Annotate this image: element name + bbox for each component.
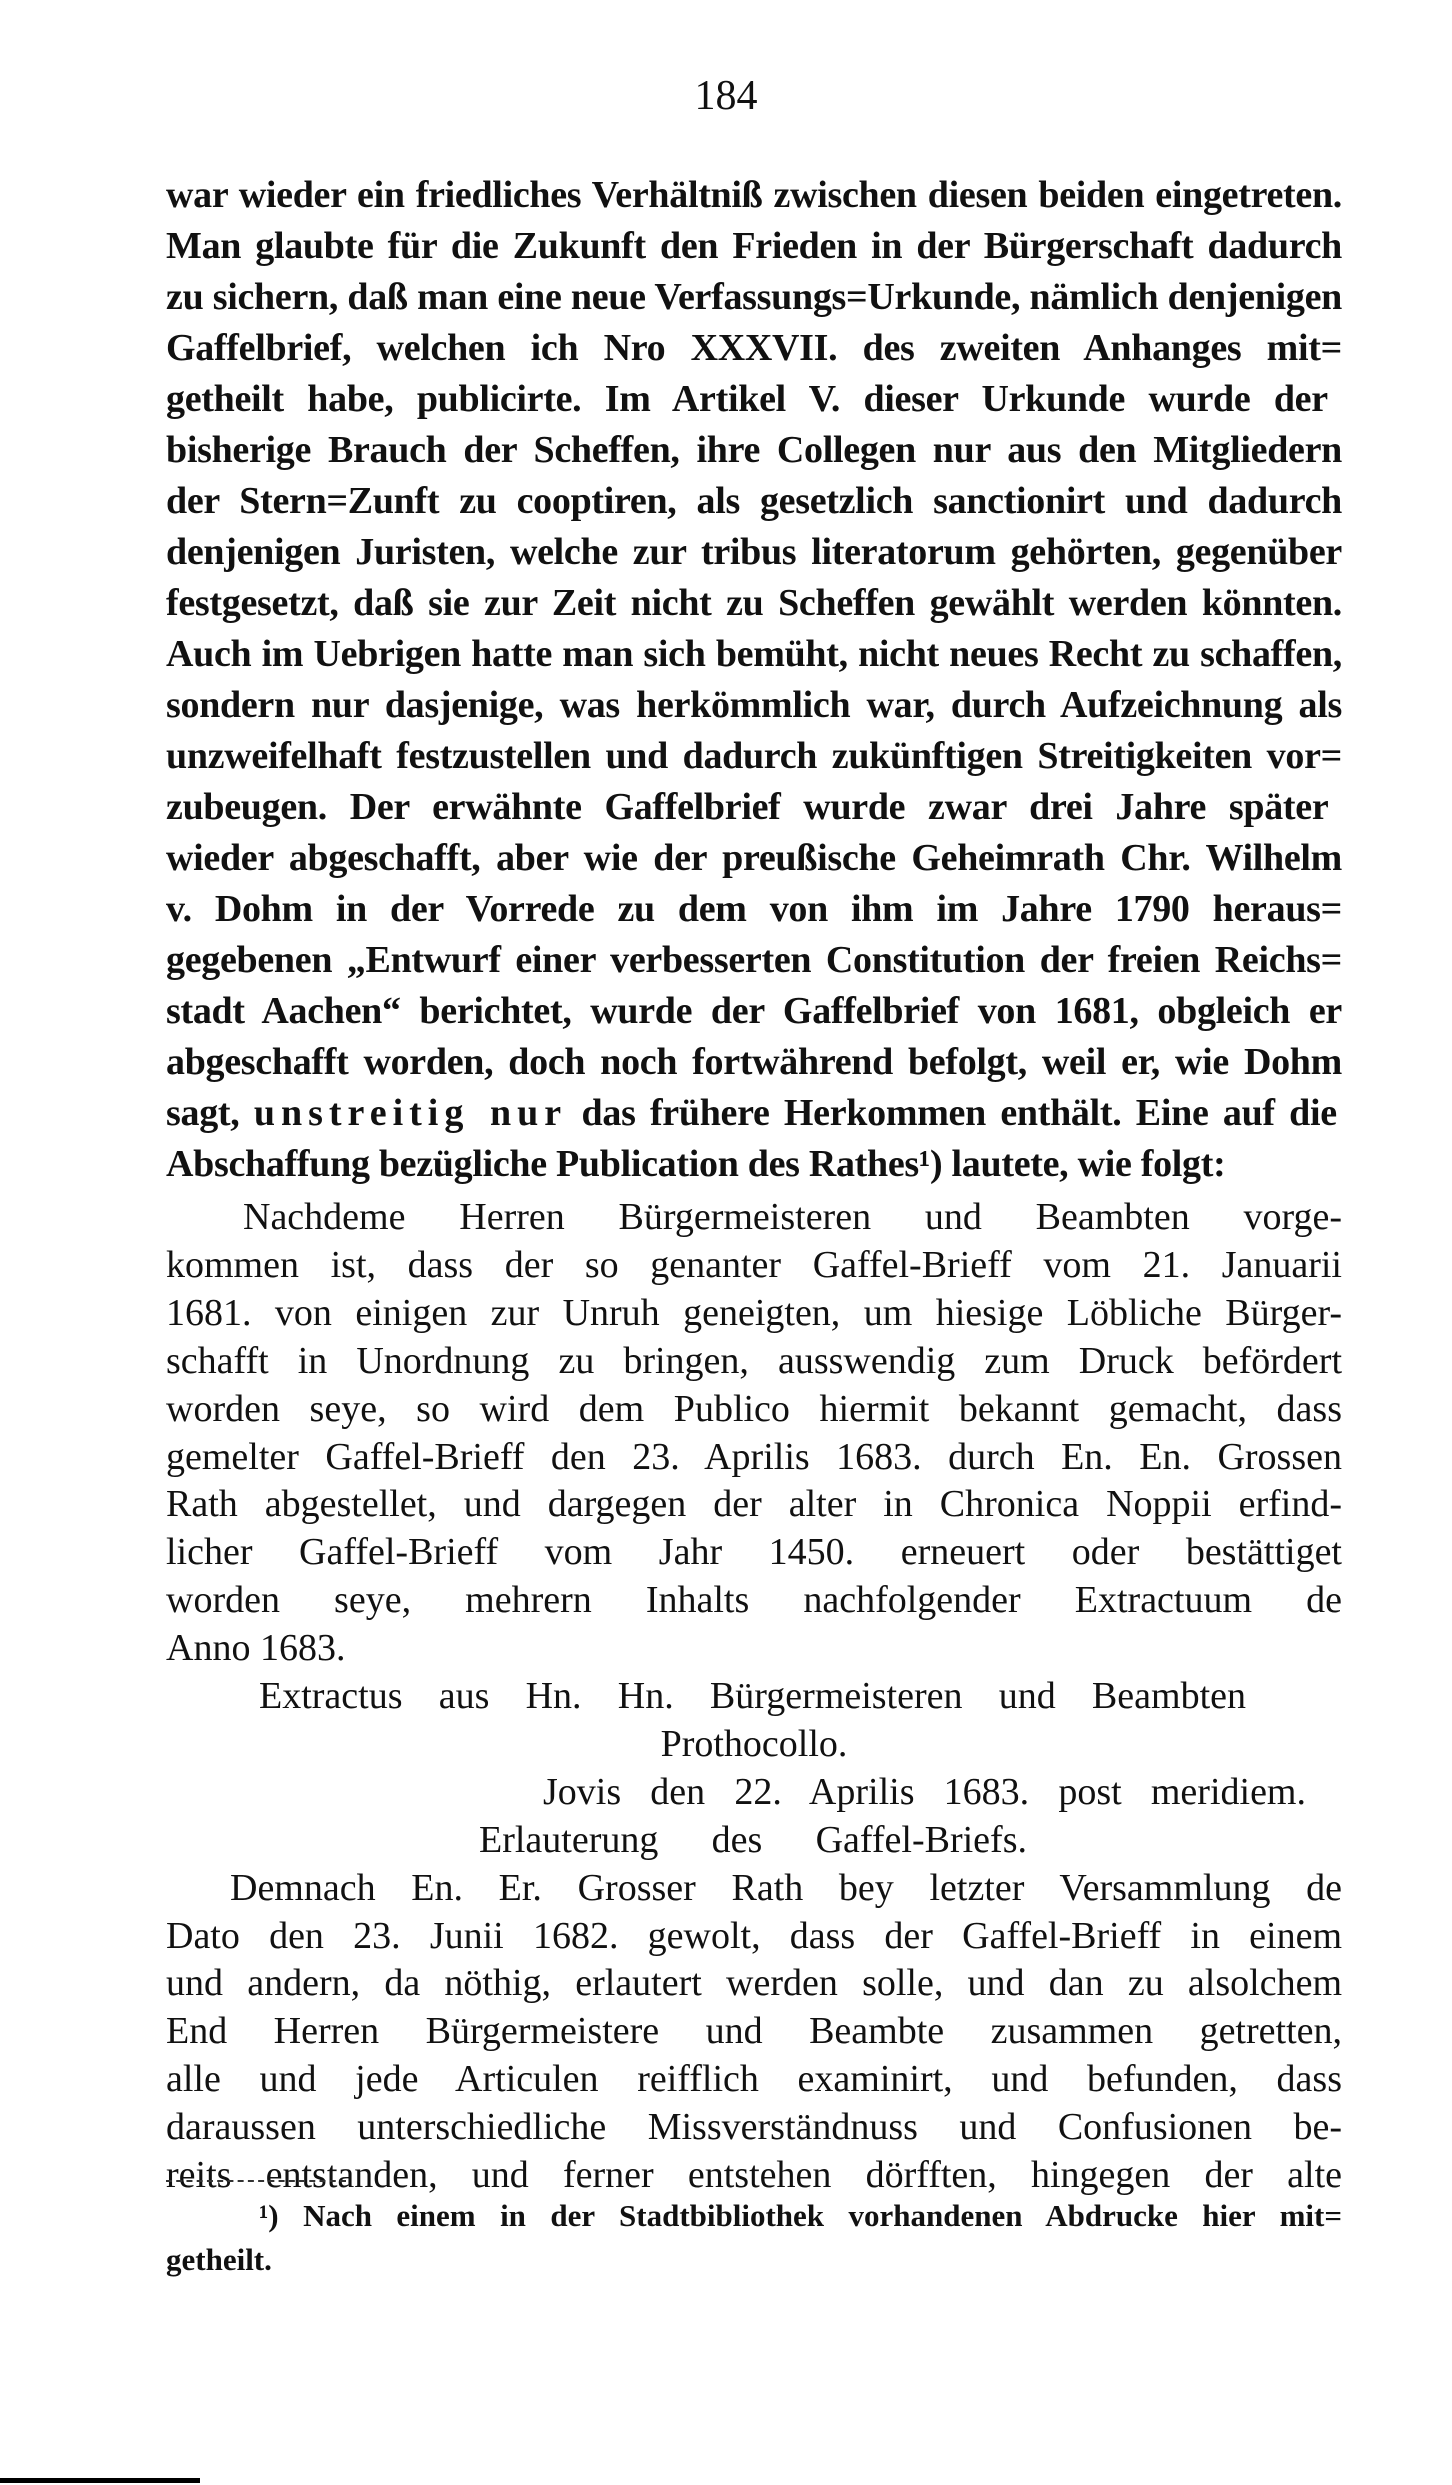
text-line: Jovis den 22. Aprilis 1683. post meridiem. [543, 1770, 1306, 1813]
text-line: war wieder ein friedliches Verhältniß zwischen diesen beiden eingetreten. [166, 174, 1342, 216]
text-line: Prothocollo. [660, 1722, 848, 1765]
text-line: Nachdeme Herren Bürgermeisteren und Beambten vorge- [243, 1196, 1342, 1238]
text-line: getheilt. [166, 2242, 272, 2277]
text-line: licher Gaffel-Brieff vom Jahr 1450. erneuert oder bestättiget [166, 1531, 1342, 1574]
text-line: stadt Aachen“ berichtet, wurde der Gaffelbrief von 1681, obgleich er [166, 990, 1342, 1032]
text-line: Gaffelbrief, welchen ich Nro XXXVII. des zweiten Anhanges mit= [166, 327, 1342, 369]
text-line: Abschaffung bezügliche Publication des Rathes¹) lautete, wie folgt: [166, 1143, 1226, 1185]
text-line: v. Dohm in der Vorrede zu dem von ihm im Jahre 1790 heraus= [166, 888, 1342, 930]
text-line: der Stern=Zunft zu cooptiren, als gesetzlich sanctionirt und dadurch [166, 480, 1342, 522]
text-line: ¹) Nach einem in der Stadtbibliothek vorhandenen Abdrucke hier mit= [259, 2198, 1342, 2233]
text-line: End Herren Bürgermeistere und Beambte zusammen getretten, [166, 2010, 1342, 2053]
text-line: abgeschafft worden, doch noch fortwährend befolgt, weil er, wie Dohm [166, 1041, 1342, 1083]
text-line: Extractus aus Hn. Hn. Bürgermeisteren und Beambten [259, 1675, 1246, 1717]
text-line: kommen ist, dass der so genanter Gaffel-Brieff vom 21. Januarii [166, 1243, 1342, 1286]
text-line: worden seye, so wird dem Publico hiermit bekannt gemacht, dass [166, 1387, 1342, 1430]
text-line: wieder abgeschafft, aber wie der preußische Geheimrath Chr. Wilhelm [166, 837, 1342, 879]
scan-edge-rule [0, 2478, 200, 2483]
text-line: worden seye, mehrern Inhalts nachfolgender Extractuum de [166, 1579, 1342, 1622]
footnote-separator [166, 2180, 346, 2182]
text-line: schafft in Unordnung zu bringen, ausswendig zum Druck befördert [166, 1339, 1342, 1382]
text-segment: das frühere Herkommen enthält. Eine auf die [581, 1092, 1337, 1134]
text-line [166, 1094, 1342, 1132]
text-line: Anno 1683. [166, 1627, 346, 1670]
text-line: zu sichern, daß man eine neue Verfassungs=Urkunde, nämlich denjenigen [166, 276, 1342, 318]
text-line: gegebenen „Entwurf einer verbesserten Constitution der freien Reichs= [166, 939, 1342, 981]
text-line: Erlauterung des Gaffel-Briefs. [479, 1818, 1027, 1861]
text-line: festgesetzt, daß sie zur Zeit nicht zu Scheffen gewählt werden könnten. [166, 582, 1342, 624]
text-line: 1681. von einigen zur Unruh geneigten, um hiesige Löbliche Bürger- [166, 1291, 1342, 1334]
text-line: alle und jede Articulen reifflich examinirt, und befunden, dass [166, 2058, 1342, 2101]
page-number: 184 [694, 73, 758, 119]
text-line: getheilt habe, publicirte. Im Artikel V. dieser Urkunde wurde der [166, 378, 1328, 420]
text-line: und andern, da nöthig, erlautert werden solle, und dan zu alsolchem [166, 1962, 1342, 2005]
text-line: reits entstanden, und ferner entstehen dörfften, hingegen der alte [166, 2154, 1342, 2196]
text-line: zubeugen. Der erwähnte Gaffelbrief wurde zwar drei Jahre später [166, 786, 1329, 828]
text-line: Dato den 23. Junii 1682. gewolt, dass der Gaffel-Brieff in einem [166, 1914, 1342, 1957]
text-line: bisherige Brauch der Scheffen, ihre Collegen nur aus den Mitgliedern [166, 429, 1342, 471]
text-line: gemelter Gaffel-Brieff den 23. Aprilis 1683. durch En. En. Grossen [166, 1435, 1342, 1478]
text-line: sondern nur dasjenige, was herkömmlich war, durch Aufzeichnung als [166, 684, 1342, 726]
text-segment: sagt, [166, 1092, 240, 1134]
text-line: Man glaubte für die Zukunft den Frieden in der Bürgerschaft dadurch [166, 225, 1342, 267]
text-line: unzweifelhaft festzustellen und dadurch zukünftigen Streitigkeiten vor= [166, 735, 1342, 777]
text-line: Rath abgestellet, und dargegen der alter in Chronica Noppii erfind- [166, 1483, 1342, 1526]
emphasized-text: unstreitig nur [253, 1092, 568, 1134]
text-line: denjenigen Juristen, welche zur tribus literatorum gehörten, gegenüber [166, 531, 1342, 573]
text-line: Demnach En. Er. Grosser Rath bey letzter Versammlung de [230, 1866, 1342, 1909]
text-line: Auch im Uebrigen hatte man sich bemüht, nicht neues Recht zu schaffen, [166, 633, 1342, 675]
text-line: daraussen unterschiedliche Missverständnuss und Confusionen be- [166, 2106, 1342, 2149]
